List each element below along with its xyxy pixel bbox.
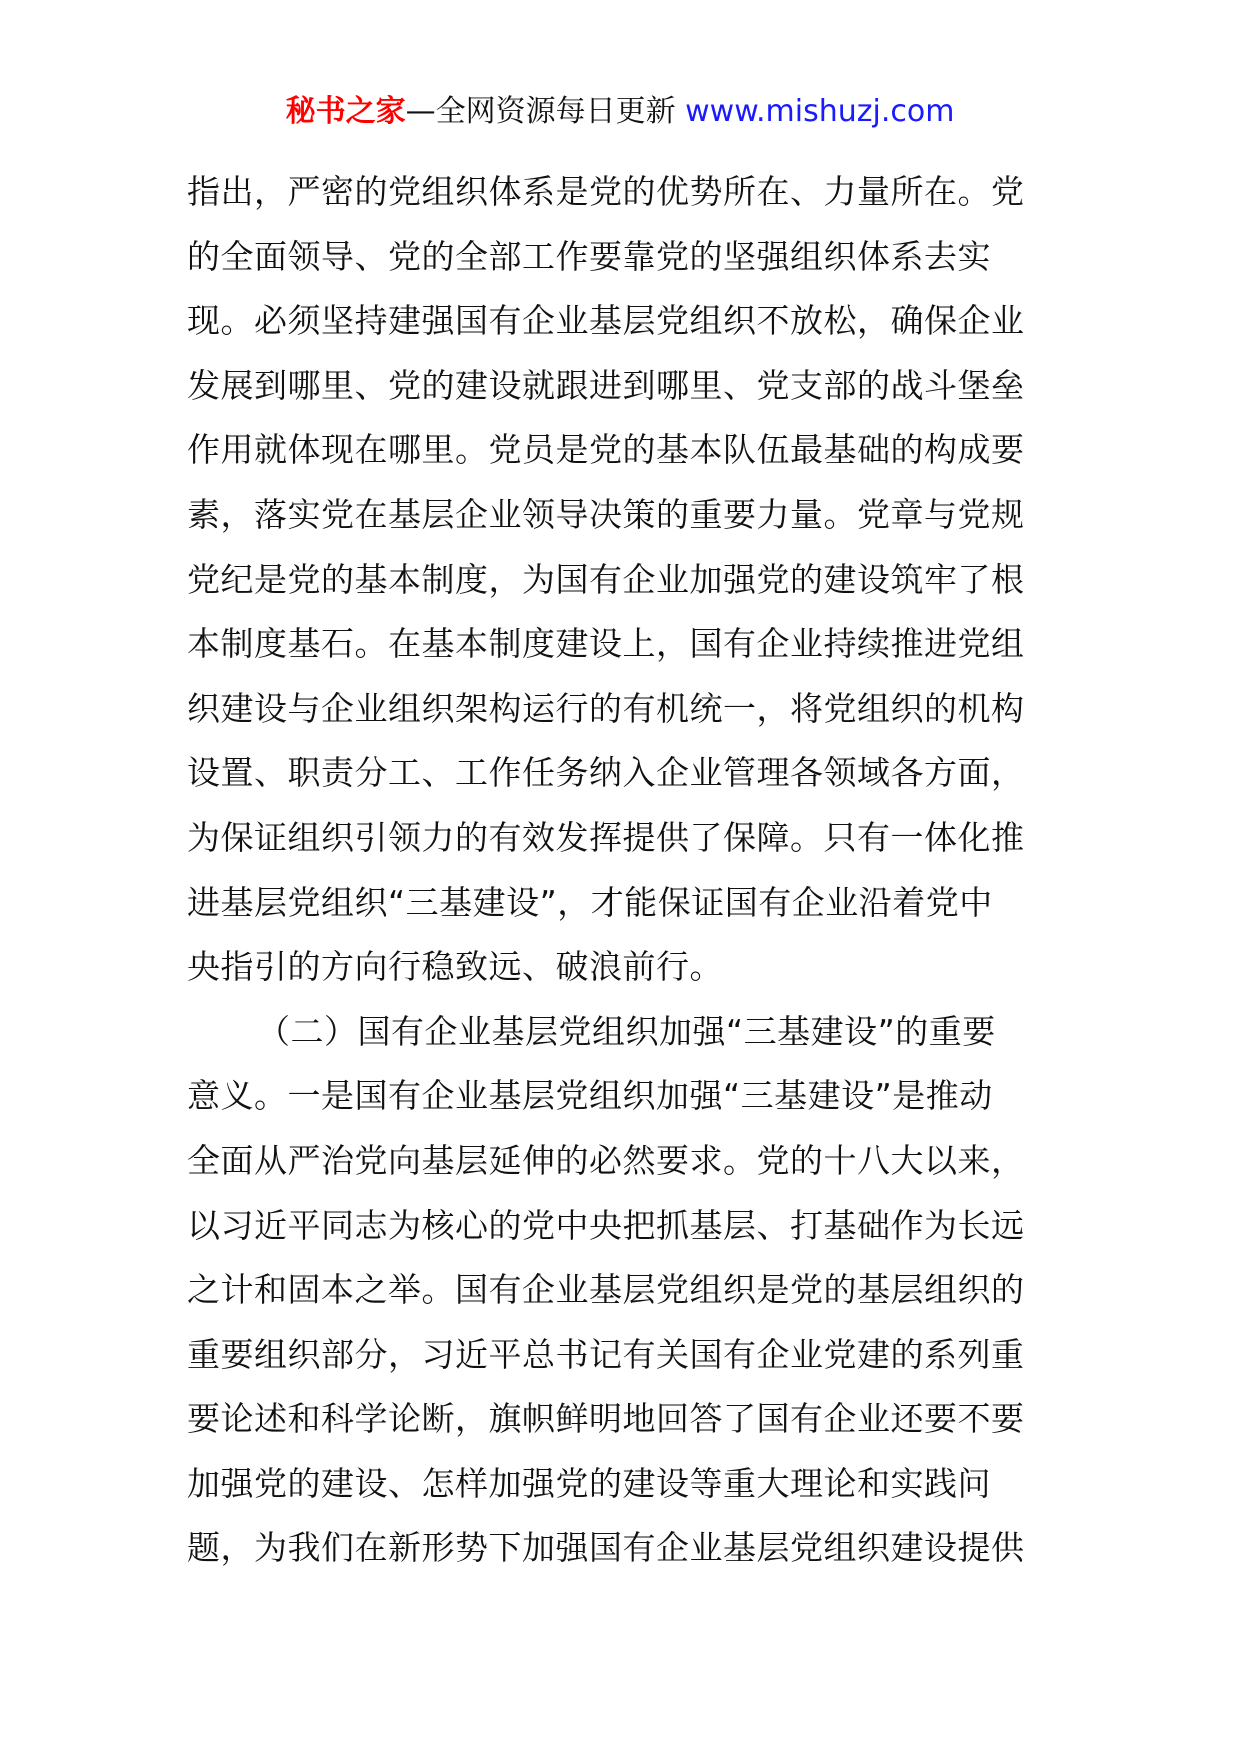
- text-line: 加强党的建设、怎样加强党的建设等重大理论和实践问: [187, 1463, 991, 1503]
- text-line: 题，为我们在新形势下加强国有企业基层党组织建设提供: [187, 1528, 1025, 1568]
- text-line: 以习近平同志为核心的党中央把抓基层、打基础作为长远: [187, 1205, 1025, 1245]
- text-line: 党纪是党的基本制度，为国有企业加强党的建设筑牢了根: [187, 559, 1025, 599]
- brand-name: 秘书之家: [285, 94, 406, 129]
- text-line: 意义。一是国有企业基层党组织加强“三基建设”是推动: [187, 1076, 993, 1116]
- text-line: 作用就体现在哪里。党员是党的基本队伍最基础的构成要: [187, 430, 1025, 470]
- document-body: [187, 160, 1053, 1581]
- text-line: 现。必须坚持建强国有企业基层党组织不放松，确保企业: [187, 301, 1025, 341]
- site-header: [0, 92, 1240, 132]
- text-line: 重要组织部分，习近平总书记有关国有企业党建的系列重: [187, 1334, 1025, 1374]
- text-line: 指出，严密的党组织体系是党的优势所在、力量所在。党: [187, 172, 1025, 211]
- text-line: 全面从严治党向基层延伸的必然要求。党的十八大以来，: [187, 1140, 1025, 1180]
- text-line: 央指引的方向行稳致远、破浪前行。: [187, 947, 723, 987]
- text-line: 织建设与企业组织架构运行的有机统一，将党组织的机构: [187, 688, 1025, 728]
- section-heading-line: （二）国有企业基层党组织加强“三基建设”的重要: [257, 1011, 996, 1051]
- text-line: 素，落实党在基层企业领导决策的重要力量。党章与党规: [187, 494, 1025, 534]
- text-line: 的全面领导、党的全部工作要靠党的坚强组织体系去实: [187, 236, 991, 276]
- text-line: 要论述和科学论断，旗帜鲜明地回答了国有企业还要不要: [187, 1399, 1025, 1439]
- text-line: 进基层党组织“三基建设”，才能保证国有企业沿着党中: [187, 882, 993, 922]
- text-line: 为保证组织引领力的有效发挥提供了保障。只有一体化推: [187, 817, 1025, 857]
- text-line: 设置、职责分工、工作任务纳入企业管理各领域各方面，: [187, 753, 1025, 793]
- text-line: 之计和固本之举。国有企业基层党组织是党的基层组织的: [187, 1270, 1025, 1310]
- text-line: 发展到哪里、党的建设就跟进到哪里、党支部的战斗堡垒: [187, 365, 1025, 405]
- text-line: 本制度基石。在基本制度建设上，国有企业持续推进党组: [187, 624, 1025, 664]
- header-tagline: —全网资源每日更新: [405, 94, 676, 129]
- site-url-link[interactable]: www.mishuzj.com: [685, 94, 955, 129]
